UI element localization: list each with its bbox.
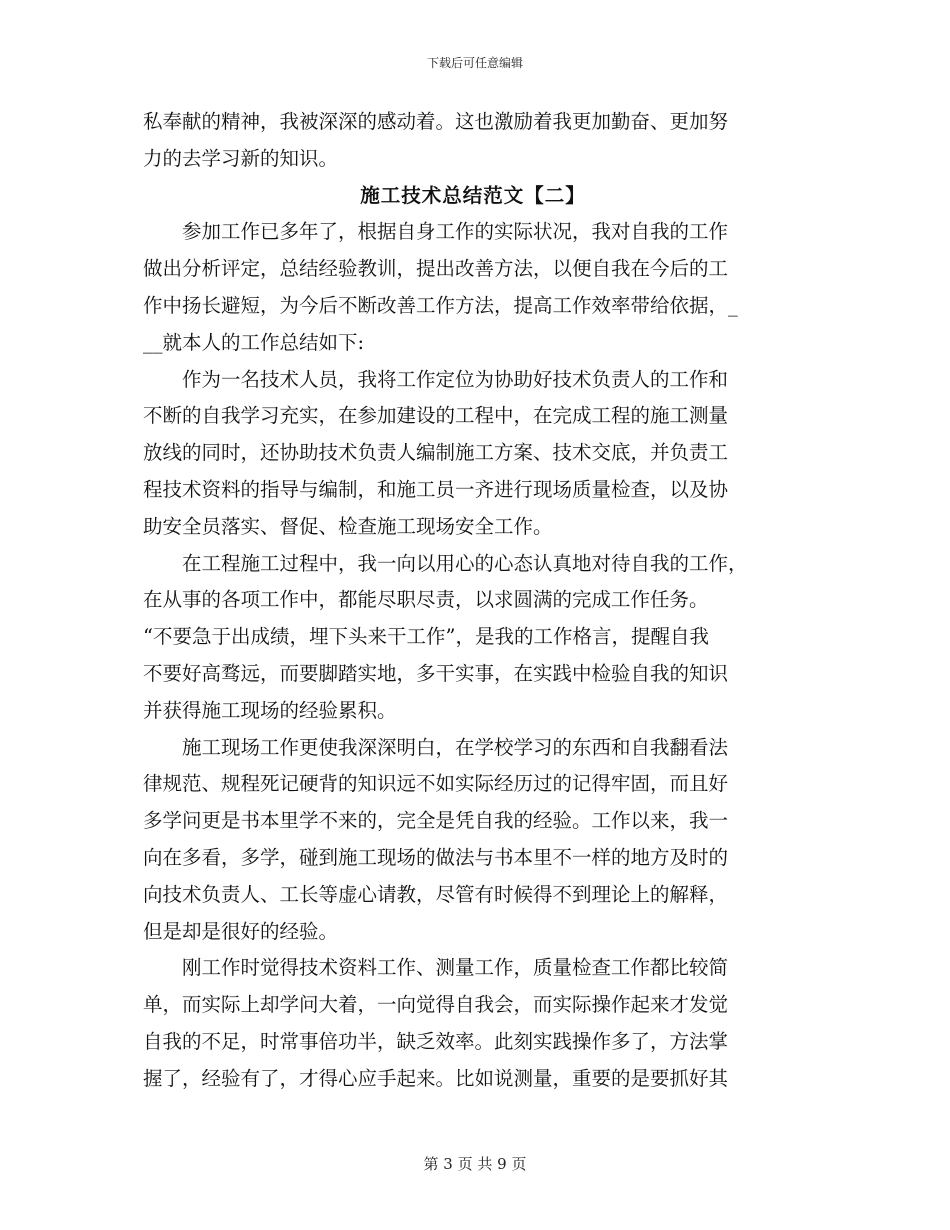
text-line: __就本人的工作总结如下:: [143, 330, 365, 354]
text-line: 并获得施工现场的经验累积。: [143, 698, 397, 722]
text-line: 程技术资料的指导与编制，和施工员一齐进行现场质量检查，以及协: [143, 477, 729, 501]
text-line: 施工现场工作更使我深深明白，在学校学习的东西和自我翻看法: [143, 735, 729, 759]
text-line: 参加工作已多年了，根据自身工作的实际状况，我对自我的工作: [143, 220, 729, 244]
text-line: 握了，经验有了，才得心应手起来。比如说测量，重要的是要抓好其: [143, 1066, 729, 1090]
text-line: 但是却是很好的经验。: [143, 919, 339, 943]
page-header: 下载后可任意编辑: [426, 56, 523, 70]
text-line: 助安全员落实、督促、检查施工现场安全工作。: [143, 514, 553, 538]
text-line: 律规范、规程死记硬背的知识远不如实际经历过的记得牢固，而且好: [143, 772, 729, 796]
text-line: “不要急于出成绩，埋下头来干工作”，是我的工作格言，提醒自我: [143, 625, 709, 649]
text-line: 多学问更是书本里学不来的，完全是凭自我的经验。工作以来，我一: [143, 809, 729, 833]
text-line: 作中扬长避短，为今后不断改善工作方法，提高工作效率带给依据，_: [143, 293, 738, 317]
text-line: 放线的同时，还协助技术负责人编制施工方案、技术交底，并负责工: [143, 441, 729, 465]
text-line: 做出分析评定，总结经验教训，提出改善方法，以便自我在今后的工: [143, 257, 729, 281]
text-line: 私奉献的精神，我被深深的感动着。这也激励着我更加勤奋、更加努: [143, 110, 729, 133]
text-line: 自我的不足，时常事倍功半，缺乏效率。此刻实践操作多了，方法掌: [143, 1029, 729, 1053]
text-line: 力的去学习新的知识。: [143, 146, 339, 170]
text-line: 向在多看，多学，碰到施工现场的做法与书本里不一样的地方及时的: [143, 845, 729, 869]
text-line: 刚工作时觉得技术资料工作、测量工作，质量检查工作都比较简: [143, 956, 729, 980]
text-line: 在工程施工过程中，我一向以用心的心态认真地对待自我的工作，: [143, 551, 748, 575]
text-line: 单，而实际上却学问大着，一向觉得自我会，而实际操作起来才发觉: [143, 993, 729, 1017]
page-footer: 第 3 页 共 9 页: [423, 1155, 527, 1173]
text-line: 作为一名技术人员，我将工作定位为协助好技术负责人的工作和: [143, 367, 729, 391]
text-line: 不断的自我学习充实，在参加建设的工程中，在完成工程的施工测量: [143, 404, 729, 428]
text-line: 在从事的各项工作中，都能尽职尽责，以求圆满的完成工作任务。: [143, 588, 709, 612]
section-title: 施工技术总结范文【二】: [360, 183, 586, 207]
document-body: [143, 104, 803, 1098]
text-line: 向技术负责人、工长等虚心请教，尽管有时候得不到理论上的解释，: [143, 882, 729, 906]
text-line: 不要好高骛远，而要脚踏实地，多干实事，在实践中检验自我的知识: [143, 661, 729, 685]
